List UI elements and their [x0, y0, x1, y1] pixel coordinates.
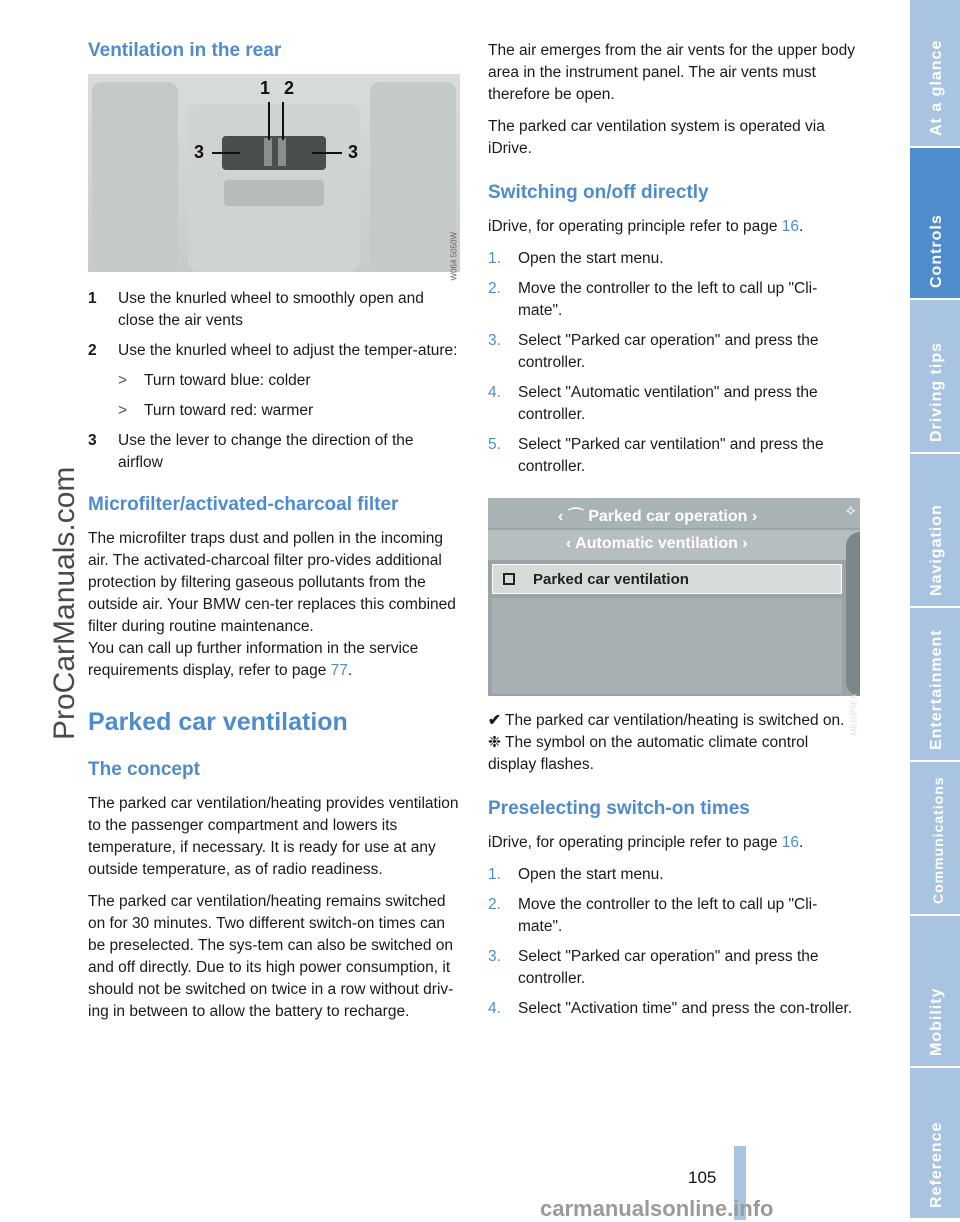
callout-3-left: 3 — [194, 142, 205, 162]
callout-2: 2 — [284, 78, 295, 98]
concept-paragraph-1: The parked car ventilation/heating provides ventilation to the passenger compartment and lowers its temperature, if necessary. It is ready for use at any outside temperature, as of radio readiness. — [88, 795, 459, 878]
callout-1: 1 — [260, 78, 271, 98]
right-column — [488, 40, 860, 1028]
filter-heading: Microfilter/activated-charcoal filter — [88, 494, 399, 515]
checkmark-icon: ✔ — [488, 712, 501, 729]
list-item: 4. Select "Automatic ventilation" and press the controller. — [488, 384, 818, 423]
tab-controls[interactable]: Controls — [910, 148, 960, 300]
legend-item: 1 Use the knurled wheel to smoothly open and close the air vents — [88, 290, 424, 329]
list-item: 3. Select "Parked car operation" and press the controller. — [488, 948, 819, 987]
page-link[interactable]: 77 — [330, 662, 348, 679]
switch-idrive-paragraph: iDrive, for operating principle refer to page 16. — [488, 218, 804, 235]
page-link[interactable]: 16 — [781, 834, 800, 851]
tab-at-a-glance[interactable]: At a glance — [910, 0, 960, 148]
switching-heading: Switching on/off directly — [488, 182, 709, 203]
filter-paragraph-2: You can call up further information in the service requirements display, refer to page 77. — [88, 640, 419, 679]
screen-code: MB15P9EA — [849, 694, 858, 736]
chapter-sidebar — [910, 0, 960, 1220]
menu-automatic-ventilation: ‹ Automatic ventilation › — [488, 530, 860, 560]
tab-navigation[interactable]: Navigation — [910, 454, 960, 608]
bullet-item: > Turn toward blue: colder — [118, 372, 311, 389]
photo-code: W064 5050W — [449, 232, 458, 281]
list-item: 2. Move the controller to the left to call up "Cli-mate". — [488, 896, 818, 935]
rear-vents-photo — [88, 74, 460, 281]
watermark — [0, 0, 81, 1220]
ventilation-rear-heading: Ventilation in the rear — [88, 40, 282, 61]
checkbox-icon — [503, 573, 515, 585]
preselect-steps — [488, 864, 860, 1020]
left-column — [88, 40, 460, 1033]
menu-parked-car-operation: ‹ ⌒ Parked car operation › — [488, 498, 860, 528]
controller-icon: ⟡ — [845, 502, 856, 519]
tab-communications[interactable]: Communications — [910, 762, 960, 916]
menu-parked-car-ventilation: Parked car ventilation — [492, 564, 842, 594]
concept-paragraph-2: The parked car ventilation/heating remains switched on for 30 minutes. Two different switch-on times can be preselected. The sys-tem can also be switched on and off directly. Due to its high power consumption, it should not be switched on twice in a row without driv-ing in between to allow the battery to recharge. — [88, 893, 454, 1020]
tab-driving-tips[interactable]: Driving tips — [910, 300, 960, 454]
intro-paragraph-2: The parked car ventilation system is operated via iDrive. — [488, 118, 825, 157]
fan-icon: ❉ — [488, 734, 501, 751]
bullet-item: > Turn toward red: warmer — [118, 402, 314, 419]
watermark-text: ProCarManuals.com — [48, 466, 81, 740]
concept-heading: The concept — [88, 759, 200, 780]
parked-car-ventilation-heading: Parked car ventilation — [88, 708, 348, 736]
list-item: 2. Move the controller to the left to call up "Cli-mate". — [488, 280, 818, 319]
filter-paragraph: The microfilter traps dust and pollen in the incoming air. The activated-charcoal filter pro-vides additional protection by filtering gaseous pollutants from the outside air. Your BMW cen-ter replaces this combined filter during routine maintenance. — [88, 530, 456, 635]
callout-3-right: 3 — [348, 142, 359, 162]
list-item: 4. Select "Activation time" and press the con-troller. — [488, 1000, 853, 1017]
page-link[interactable]: 16 — [781, 218, 800, 235]
list-item: 1. Open the start menu. — [488, 250, 664, 267]
list-item: 3. Select "Parked car operation" and press the controller. — [488, 332, 819, 371]
status-paragraph-1: ✔ The parked car ventilation/heating is switched on. — [488, 710, 860, 732]
list-item: 5. Select "Parked car ventilation" and press the controller. — [488, 436, 824, 475]
legend-item: 2 Use the knurled wheel to adjust the temper-ature: — [88, 342, 458, 359]
intro-paragraph-1: The air emerges from the air vents for the upper body area in the instrument panel. The air vents must therefore be open. — [488, 42, 856, 103]
pre-idrive-paragraph: iDrive, for operating principle refer to page 16. — [488, 834, 804, 851]
switch-steps — [488, 248, 860, 478]
list-item: 1. Open the start menu. — [488, 866, 664, 883]
legend-item: 3 Use the lever to change the direction of the airflow — [88, 432, 414, 471]
tab-reference[interactable]: Reference — [910, 1068, 960, 1220]
tab-mobility[interactable]: Mobility — [910, 916, 960, 1068]
footer-watermark: carmanualsonline.info — [540, 1196, 774, 1221]
page-number: 105 — [688, 1168, 717, 1187]
preselect-heading: Preselecting switch-on times — [488, 798, 750, 819]
tab-entertainment[interactable]: Entertainment — [910, 608, 960, 762]
status-paragraph-2: ❉ The symbol on the automatic climate control display flashes. — [488, 734, 809, 773]
